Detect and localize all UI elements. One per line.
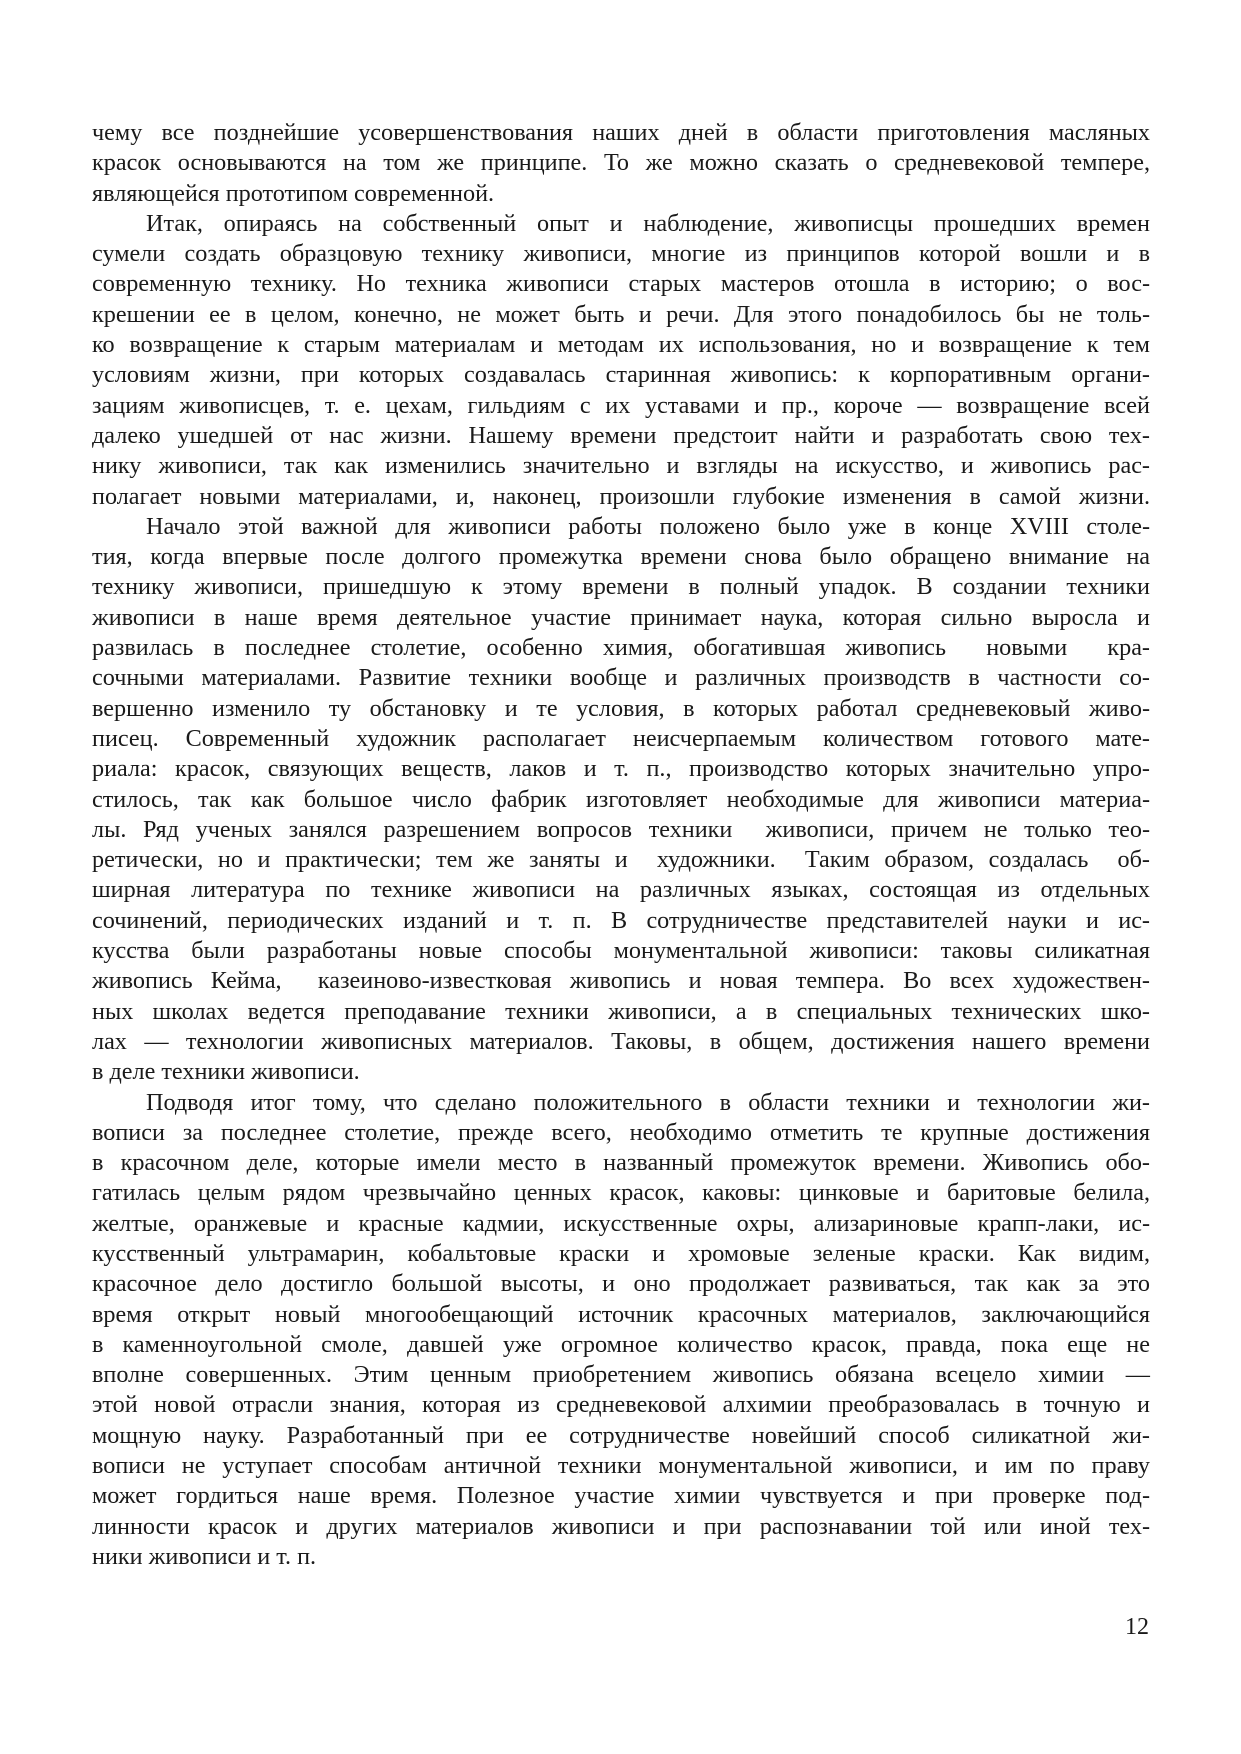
text-line: время открыт новый многообещающий источник красочных материалов, заключающийся [92,1300,1150,1328]
text-line: чему все позднейшие усовершенствования наших дней в области приготовления масляных [92,119,1150,146]
paragraph [92,118,1150,209]
text-line: полагает новыми материалами, и, наконец, произошли глубокие изменения в самой жизни. [92,482,1150,510]
text-line: живопись Кейма, казеиново-известковая живопись и новая темпера. Во всех художествен- [92,967,1150,995]
text-line: этой новой отрасли знания, которая из средневековой алхимии преобразовалась в точную и [92,1391,1150,1419]
text-line: ширная литература по технике живописи на различных языках, состоящая из отдельных [92,876,1150,904]
text-line: лах — технологии живописных материалов. Таковы, в общем, достижения нашего времени [92,1027,1150,1055]
text-line: ных школах ведется преподавание техники живописи, а в специальных технических шко- [92,997,1150,1025]
text-line: желтые, оранжевые и красные кадмии, искусственные охры, ализариновые крапп-лаки, ис- [92,1209,1150,1237]
text-line: ретически, но и практически; тем же заняты и художники. Таким образом, создалась об- [92,846,1150,874]
text-line: линности красок и других материалов живописи и при распознавании той или иной тех- [92,1512,1150,1540]
text-line: в деле техники живописи. [92,1058,360,1086]
text-line: условиям жизни, при которых создавалась старинная живопись: к корпоративным органи- [92,361,1150,389]
paragraph [92,1088,1150,1573]
text-line: может гордиться наше время. Полезное участие химии чувствуется и при проверке под- [92,1482,1150,1510]
page-number: 12 [1125,1614,1149,1640]
text-line: технику живописи, пришедшую к этому времени в полный упадок. В создании техники [92,573,1150,601]
text-line: сумели создать образцовую технику живописи, многие из принципов которой вошли и в [92,240,1150,268]
paragraph [92,209,1150,512]
text-line: мощную науку. Разработанный при ее сотрудничестве новейший способ силикатной жи- [92,1421,1150,1449]
paragraph [92,512,1150,1088]
text-line: являющейся прототипом современной. [92,179,495,207]
text-line: лы. Ряд ученых занялся разрешением вопросов техники живописи, причем не только тео- [92,815,1150,843]
text-line: зациям живописцев, т. е. цехам, гильдиям с их уставами и пр., короче — возвращение всей [92,391,1150,419]
text-line: вполне совершенных. Этим ценным приобретением живопись обязана всецело химии — [92,1361,1150,1389]
text-line: красок основываются на том же принципе. То же можно сказать о средневековой темпере, [92,149,1150,177]
text-line: ники живописи и т. п. [92,1542,317,1570]
text-line: в красочном деле, которые имели место в названный промежуток времени. Живопись обо- [92,1149,1150,1177]
text-line: сочными материалами. Развитие техники вообще и различных производств в частности со- [92,664,1150,692]
body-text [92,118,1150,1572]
text-line: далеко ушедшей от нас жизни. Нашему времени предстоит найти и разработать свою тех- [92,421,1150,449]
text-line: сочинений, периодических изданий и т. п. В сотрудничестве представителей науки и ис- [92,906,1150,934]
text-line: гатилась целым рядом чрезвычайно ценных красок, каковы: цинковые и баритовые белила, [92,1179,1150,1207]
text-line: вописи не уступает способам античной техники монументальной живописи, и им по праву [92,1452,1150,1480]
text-line: Подводя итог тому, что сделано положительного в области техники и технологии жи- [146,1088,1150,1116]
text-line: вершенно изменило ту обстановку и те условия, в которых работал средневековый живо- [92,694,1150,722]
text-line: писец. Современный художник располагает неисчерпаемым количеством готового мате- [92,724,1150,752]
text-line: стилось, так как большое число фабрик изготовляет необходимые для живописи материа- [92,785,1150,813]
text-line: тия, когда впервые после долгого промежутка времени снова было обращено внимание на [92,543,1150,571]
text-line: риала: красок, связующих веществ, лаков и т. п., производство которых значительно упро- [92,755,1150,783]
text-line: кусства были разработаны новые способы монументальной живописи: таковы силикатная [92,937,1150,965]
text-line: Начало этой важной для живописи работы положено было уже в конце XVIII столе- [146,512,1150,540]
text-line: современную технику. Но техника живописи старых мастеров отошла в историю; о вос- [92,270,1150,298]
text-line: Итак, опираясь на собственный опыт и наблюдение, живописцы прошедших времен [146,209,1150,237]
text-line: кусственный ультрамарин, кобальтовые краски и хромовые зеленые краски. Как видим, [92,1239,1150,1267]
text-line: в каменноугольной смоле, давшей уже огромное количество красок, правда, пока еще не [92,1330,1150,1358]
text-line: красочное дело достигло большой высоты, и оно продолжает развиваться, так как за это [92,1270,1150,1298]
text-line: крешении ее в целом, конечно, не может быть и речи. Для этого понадобилось бы не толь- [92,300,1150,328]
text-line: развилась в последнее столетие, особенно химия, обогатившая живопись новыми кра- [92,634,1150,662]
text-line: нику живописи, так как изменились значительно и взгляды на искусство, и живопись рас- [92,452,1150,480]
text-line: ко возвращение к старым материалам и методам их использования, но и возвращение к тем [92,331,1150,359]
text-line: вописи за последнее столетие, прежде всего, необходимо отметить те крупные достижения [92,1118,1150,1146]
text-line: живописи в наше время деятельное участие принимает наука, которая сильно выросла и [92,603,1150,631]
